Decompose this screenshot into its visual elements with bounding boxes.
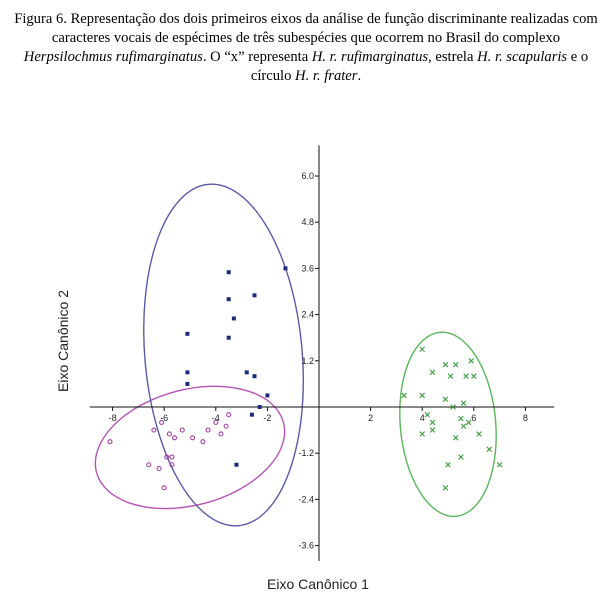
caption-subspecies-rufimarginatus: H. r. rufimarginatus [311,49,429,65]
x-point [461,424,466,429]
y-tick-label: -2.4 [298,494,314,505]
x-point [430,428,435,433]
star-point [185,382,189,386]
star-point [227,270,231,274]
circle-point [180,428,184,432]
x-point [420,432,425,437]
star-point [253,293,257,297]
star-point [245,370,249,374]
circle-point [170,455,174,459]
circle-point [201,440,205,444]
x-point [448,374,453,379]
x-point [459,416,464,421]
circle-point [206,428,210,432]
x-point [453,362,458,367]
y-tick-label: 4.8 [301,217,314,228]
star-point [253,374,257,378]
x-tick-label: -6 [160,413,169,423]
y-tick-label: 3.6 [301,263,314,274]
circle-point [219,432,223,436]
circle-point [162,486,166,490]
x-point [425,412,430,417]
caption-text: , estrela [428,49,478,65]
x-point [464,374,469,379]
caption-subspecies-frater: H. r. frater [295,68,358,84]
x-point [430,370,435,375]
x-point [443,362,448,367]
caption-text: . O “x” representa [202,49,312,65]
x-point [453,435,458,440]
x-tick-label: -4 [211,413,220,423]
star-point [227,336,231,340]
circle-point [157,467,161,471]
x-point [402,393,407,398]
star-point [234,463,238,467]
star-point [265,393,269,397]
circle-point [227,413,231,417]
circle-point [108,440,112,444]
star-point [232,316,236,320]
x-point [469,358,474,363]
axes-layer [90,145,554,561]
x-point [443,485,448,490]
circle-point [224,424,228,428]
x-tick-label: 8 [522,413,528,423]
star-point [185,370,189,374]
ellipse-circle [82,367,299,529]
star-point [185,332,189,336]
x-tick-label: -2 [263,413,272,423]
x-tick-label: 6 [471,413,477,423]
x-point [471,374,476,379]
circle-point [191,436,195,440]
x-point [443,397,448,402]
x-point [461,401,466,406]
y-tick-label: 1.2 [301,355,314,366]
x-axis-title: Eixo Canônico 1 [267,576,369,592]
y-tick-label: -1.2 [298,448,314,459]
ellipse-x [392,328,503,520]
caption-species-name: Herpsilochmus rufimarginatus [23,49,203,65]
star-point [258,405,262,409]
caption-subspecies-scapularis: H. r. scapularis [477,49,568,65]
x-tick-label: 4 [419,413,425,423]
x-point [477,432,482,437]
y-tick-label: 2.4 [301,309,314,320]
star-point [227,297,231,301]
x-point [420,347,425,352]
y-axis-title: Eixo Canônico 2 [55,290,71,392]
x-point [487,447,492,452]
star-point [250,413,254,417]
circle-point [147,463,151,467]
circle-point [167,432,171,436]
x-point [420,393,425,398]
circle-point [173,436,177,440]
caption-text: . [357,68,362,84]
caption-text: Figura 6. Representação dos dois primeiros eixos da análise de função discriminante realizadas com caracteres vocais de espécimes de três subespécies que ocorrem no Brasil do complexo [14,11,598,46]
y-tick-label: 6.0 [301,171,314,181]
x-point [497,462,502,467]
ellipse-star [130,177,317,532]
caption-text: e o círculo [250,49,589,84]
ellipses-layer [82,177,504,532]
x-point [446,462,451,467]
circle-point [152,428,156,432]
x-point [459,455,464,460]
x-tick-label: 2 [368,413,374,423]
star-point [283,266,287,270]
x-point [430,420,435,425]
x-tick-label: -8 [108,413,117,423]
y-tick-label: -3.6 [298,540,314,551]
